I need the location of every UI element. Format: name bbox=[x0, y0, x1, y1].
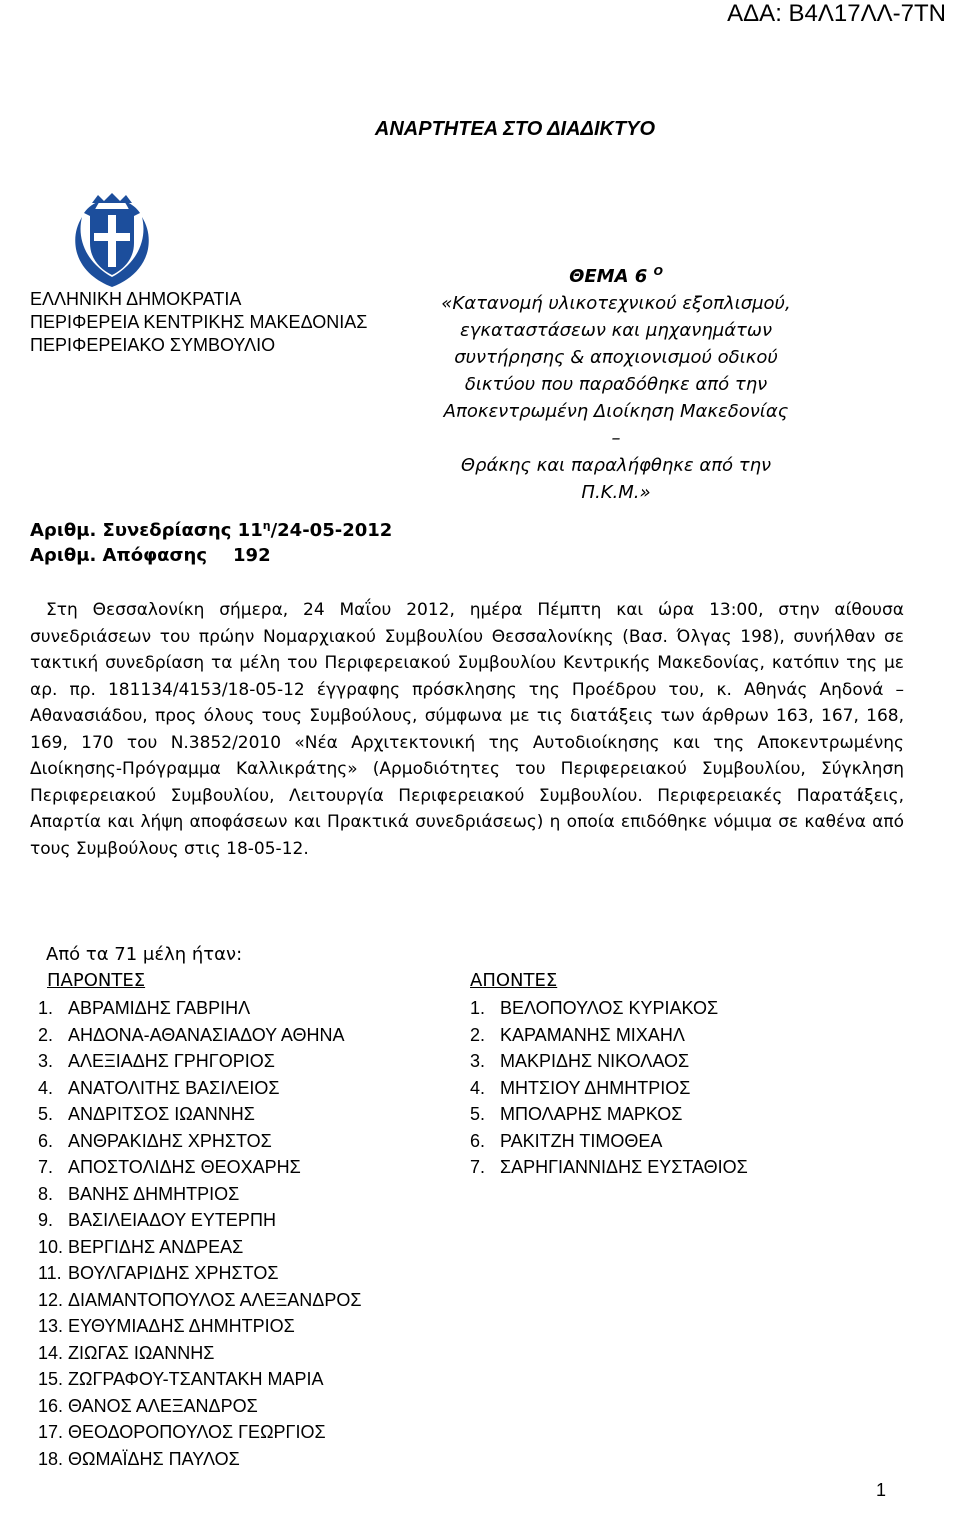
minutes-body: Στη Θεσσαλονίκη σήμερα, 24 Μαΐου 2012, ημέρα Πέμπτη και ώρα 13:00, στην αίθουσα συνεδριάσεων του πρώην Νομαρχιακού Συμβουλίου Θεσσαλονίκης (Βασ. Όλγας 198), συνήλθαν σε τακτική συνεδρίαση τα μέλη του Περιφερειακού Συμβουλίου Κεντρικής Μακεδονίας, κατόπιν της με αρ. πρ. 181134/4153/18-05-12 έγγραφης πρόσκλησης της Προέδρου του, κ. Αθηνάς Αηδονά – Αθανασιάδου, προς όλους τους Συμβούλους, σύμφωνα με τις διατάξεις των άρθρων 163, 167, 168, 169, 170 του Ν.3852/2010 «Νέα Αρχιτεκτονική της Αυτοδιοίκησης και της Αποκεντρωμένης Διοίκησης-Πρόγραμμα Καλλικράτης» (Αρμοδιότητες του Περιφερειακού Συμβουλίου, Σύγκληση Περιφερειακού Συμβουλίου, Λειτουργία Περιφερειακού Συμβουλίου. Περιφερειακές Παρατάξεις, Απαρτία και λήψη αποφάσεων και Πρακτικά συνεδριάσεως) η οποία επιδόθηκε νόμιμα σε καθένα από τους Συμβούλους στις 18-05-12. bbox=[30, 600, 904, 859]
internet-posting-note: ΑΝΑΡΤΗΤΕΑ ΣΤΟ ΔΙΑΔΙΚΤΥΟ bbox=[374, 118, 656, 140]
issuer-line-3: ΠΕΡΙΦΕΡΕΙΑΚΟ ΣΥΜΒΟΥΛΙΟ bbox=[30, 335, 276, 355]
list-item bbox=[38, 1287, 361, 1314]
issuer-line-1: ΕΛΛΗΝΙΚΗ ΔΗΜΟΚΡΑΤΙΑ bbox=[30, 289, 242, 309]
list-item-number: 1. bbox=[38, 998, 54, 1018]
issuer-line-2: ΠΕΡΙΦΕΡΕΙΑ ΚΕΝΤΡΙΚΗΣ ΜΑΚΕΔΟΝΙΑΣ bbox=[30, 312, 368, 332]
list-item bbox=[38, 1101, 361, 1128]
member-name: ΘΩΜΑΪΔΗΣ ΠΑΥΛΟΣ bbox=[68, 1448, 240, 1469]
ada-code: ΑΔΑ: Β4Λ17ΛΛ-7ΤΝ bbox=[727, 0, 946, 27]
member-name: ΑΒΡΑΜΙΔΗΣ ΓΑΒΡΙΗΛ bbox=[68, 998, 251, 1018]
list-item-number: 3. bbox=[38, 1051, 54, 1071]
members-intro: Από τα 71 μέλη ήταν: bbox=[46, 944, 243, 965]
list-item-number: 3. bbox=[470, 1051, 486, 1071]
list-item-number: 2. bbox=[38, 1024, 54, 1045]
list-item bbox=[38, 1446, 361, 1473]
topic-line: δικτύου που παραδόθηκε από την bbox=[464, 374, 768, 395]
list-item-number: 4. bbox=[470, 1077, 486, 1098]
session-number: Αριθμ. Συνεδρίασης $11^\eta/24-05-2012$ bbox=[30, 519, 393, 541]
list-item bbox=[38, 1048, 361, 1075]
list-item bbox=[38, 1340, 361, 1367]
member-name: ΑΝΑΤΟΛΙΤΗΣ ΒΑΣΙΛΕΙΟΣ bbox=[68, 1077, 280, 1098]
present-heading: ΠΑΡΟΝΤΕΣ bbox=[47, 970, 146, 991]
decision-number: Αριθμ. Απόφασης 192 bbox=[30, 545, 271, 566]
topic-line: «Κατανομή υλικοτεχνικού εξοπλισμού, bbox=[441, 293, 791, 314]
list-item bbox=[38, 1234, 361, 1261]
topic-title: ΘΕΜΑ 6 $^O$ bbox=[569, 265, 663, 287]
member-name: ΑΗΔΟΝΑ-ΑΘΑΝΑΣΙΑΔΟΥ ΑΘΗΝΑ bbox=[68, 1024, 345, 1045]
list-item-number: 17. bbox=[38, 1422, 64, 1442]
list-item-number: 1. bbox=[470, 998, 486, 1018]
list-item-number: 6. bbox=[470, 1130, 486, 1151]
member-name: ΕΥΘΥΜΙΑΔΗΣ ΔΗΜΗΤΡΙΟΣ bbox=[68, 1316, 295, 1336]
list-item bbox=[38, 1313, 361, 1340]
list-item bbox=[470, 1154, 748, 1181]
list-item-number: 18. bbox=[38, 1448, 64, 1469]
list-item bbox=[38, 1393, 361, 1420]
topic-line: Αποκεντρωμένη Διοίκηση Μακεδονίας – bbox=[443, 401, 789, 449]
member-name: ΑΝΘΡΑΚΙΔΗΣ ΧΡΗΣΤΟΣ bbox=[68, 1130, 272, 1151]
absent-list bbox=[470, 995, 748, 1181]
topic-line: συντήρησης & αποχιονισμού οδικού bbox=[454, 347, 778, 368]
list-item bbox=[470, 1048, 748, 1075]
list-item-number: 5. bbox=[470, 1104, 486, 1124]
list-item bbox=[470, 1128, 748, 1155]
member-name: ΖΙΩΓΑΣ ΙΩΑΝΝΗΣ bbox=[68, 1342, 215, 1363]
absent-heading: ΑΠΟΝΤΕΣ bbox=[470, 970, 558, 991]
topic-line: Θράκης και παραλήφθηκε από την bbox=[460, 455, 772, 476]
member-name: ΜΗΤΣΙΟΥ ΔΗΜΗΤΡΙΟΣ bbox=[500, 1077, 691, 1098]
list-item-number: 7. bbox=[38, 1157, 54, 1177]
member-name: ΖΩΓΡΑΦΟΥ-ΤΣΑΝΤΑΚΗ ΜΑΡΙΑ bbox=[68, 1369, 324, 1389]
page-number: 1 bbox=[876, 1480, 887, 1500]
list-item bbox=[38, 1419, 361, 1446]
member-name: ΑΝΔΡΙΤΣΟΣ ΙΩΑΝΝΗΣ bbox=[68, 1104, 255, 1124]
list-item-number: 13. bbox=[38, 1316, 64, 1336]
list-item bbox=[38, 1260, 361, 1287]
member-name: ΔΙΑΜΑΝΤΟΠΟΥΛΟΣ ΑΛΕΞΑΝΔΡΟΣ bbox=[68, 1289, 362, 1310]
list-item bbox=[38, 1128, 361, 1155]
topic-line: εγκαταστάσεων και μηχανημάτων bbox=[459, 320, 773, 341]
list-item bbox=[470, 1022, 748, 1049]
list-item bbox=[470, 995, 748, 1022]
list-item bbox=[38, 1207, 361, 1234]
list-item-number: 6. bbox=[38, 1130, 54, 1151]
member-name: ΜΠΟΛΑΡΗΣ ΜΑΡΚΟΣ bbox=[500, 1104, 683, 1124]
greek-coat-of-arms-icon bbox=[66, 193, 158, 289]
list-item-number: 10. bbox=[38, 1236, 64, 1257]
member-name: ΣΑΡΗΓΙΑΝΝΙΔΗΣ ΕΥΣΤΑΘΙΟΣ bbox=[500, 1157, 748, 1177]
member-name: ΡΑΚΙΤΖΗ ΤΙΜΟΘΕΑ bbox=[500, 1130, 663, 1151]
issuer-header bbox=[30, 288, 367, 357]
list-item-number: 2. bbox=[470, 1024, 486, 1045]
list-item-number: 12. bbox=[38, 1289, 64, 1310]
list-item bbox=[38, 1075, 361, 1102]
list-item-number: 15. bbox=[38, 1369, 64, 1389]
member-name: ΒΕΡΓΙΔΗΣ ΑΝΔΡΕΑΣ bbox=[68, 1236, 244, 1257]
member-name: ΒΕΛΟΠΟΥΛΟΣ ΚΥΡΙΑΚΟΣ bbox=[500, 998, 719, 1018]
list-item bbox=[470, 1075, 748, 1102]
list-item-number: 11. bbox=[38, 1263, 62, 1283]
present-list bbox=[38, 995, 361, 1472]
list-item bbox=[38, 1022, 361, 1049]
member-name: ΑΠΟΣΤΟΛΙΔΗΣ ΘΕΟΧΑΡΗΣ bbox=[68, 1157, 301, 1177]
topic-block bbox=[440, 258, 792, 506]
list-item bbox=[470, 1101, 748, 1128]
member-name: ΚΑΡΑΜΑΝΗΣ ΜΙΧΑΗΛ bbox=[500, 1024, 685, 1045]
list-item bbox=[38, 1366, 361, 1393]
topic-line: Π.Κ.Μ.» bbox=[581, 482, 651, 503]
member-name: ΜΑΚΡΙΔΗΣ ΝΙΚΟΛΑΟΣ bbox=[500, 1051, 690, 1071]
list-item-number: 14. bbox=[38, 1342, 64, 1363]
list-item bbox=[38, 995, 361, 1022]
list-item-number: 4. bbox=[38, 1077, 54, 1098]
list-item-number: 16. bbox=[38, 1395, 64, 1416]
list-item-number: 7. bbox=[470, 1157, 486, 1177]
list-item bbox=[38, 1154, 361, 1181]
member-name: ΘΑΝΟΣ ΑΛΕΞΑΝΔΡΟΣ bbox=[68, 1395, 258, 1416]
list-item-number: 9. bbox=[38, 1210, 54, 1230]
list-item-number: 8. bbox=[38, 1183, 54, 1204]
session-meta bbox=[30, 513, 392, 568]
member-name: ΒΑΣΙΛΕΙΑΔΟΥ ΕΥΤΕΡΠΗ bbox=[68, 1210, 276, 1230]
list-item-number: 5. bbox=[38, 1104, 54, 1124]
member-name: ΘΕΟΔΟΡΟΠΟΥΛΟΣ ΓΕΩΡΓΙΟΣ bbox=[68, 1422, 326, 1442]
list-item bbox=[38, 1181, 361, 1208]
member-name: ΒΑΝΗΣ ΔΗΜΗΤΡΙΟΣ bbox=[68, 1183, 240, 1204]
member-name: ΒΟΥΛΓΑΡΙΔΗΣ ΧΡΗΣΤΟΣ bbox=[68, 1263, 279, 1283]
member-name: ΑΛΕΞΙΑΔΗΣ ΓΡΗΓΟΡΙΟΣ bbox=[68, 1051, 275, 1071]
